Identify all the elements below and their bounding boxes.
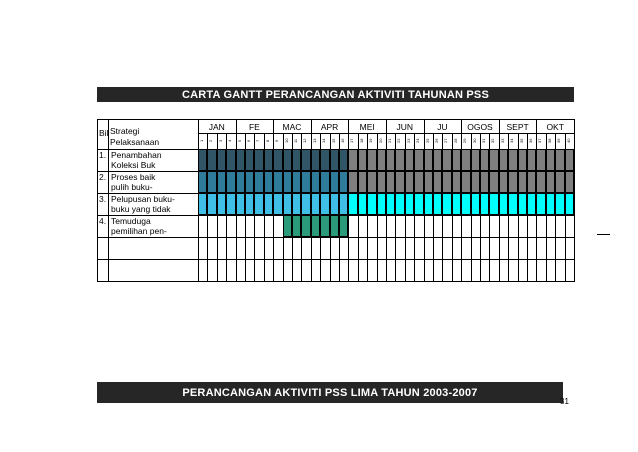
row-strategi-line1: Proses baik: [111, 172, 156, 182]
gantt-cell: [565, 149, 574, 171]
gantt-cell: [264, 171, 273, 193]
gantt-cell: [245, 193, 254, 215]
month-apr: APR: [320, 122, 339, 132]
gantt-cell: [264, 149, 273, 171]
col-divider-strategi: [198, 119, 199, 281]
gantt-cell: [546, 149, 555, 171]
gantt-cell: [546, 171, 555, 193]
week-number: 5: [236, 139, 242, 143]
gantt-cell: [207, 149, 216, 171]
week-column-line: [236, 119, 237, 281]
week-column-line: [536, 119, 537, 281]
gantt-cell: [198, 193, 207, 215]
week-number: 38: [546, 138, 552, 144]
week-number: 24: [415, 138, 421, 144]
week-number: 33: [499, 138, 505, 144]
header-bil: Bil: [99, 128, 109, 138]
week-number: 6: [246, 139, 251, 143]
row-strategi-line2: pulih buku-: [111, 182, 153, 192]
gantt-cell: [414, 149, 423, 171]
gantt-cell: [217, 171, 226, 193]
gantt-cell: [499, 171, 508, 193]
row-line: [97, 193, 574, 194]
gantt-cell: [480, 149, 489, 171]
month-mei: MEI: [359, 122, 375, 132]
footer-bar: [97, 382, 563, 403]
gantt-cell: [198, 149, 207, 171]
gantt-cell: [461, 193, 470, 215]
row-strategi-line2: pemilihan pen-: [111, 226, 167, 236]
gantt-cell: [442, 149, 451, 171]
week-number: 22: [396, 138, 402, 144]
gantt-cell: [311, 193, 320, 215]
month-ogos: OGOS: [467, 122, 493, 132]
week-column-line: [273, 119, 274, 281]
gantt-cell: [414, 171, 423, 193]
gantt-cell: [245, 171, 254, 193]
gantt-cell: [405, 149, 414, 171]
week-number: 34: [509, 138, 515, 144]
gantt-cell: [471, 193, 480, 215]
month-jan: JAN: [208, 122, 225, 132]
gantt-cell: [555, 193, 564, 215]
gantt-cell: [386, 149, 395, 171]
gantt-cell: [320, 215, 329, 237]
gantt-cell: [433, 193, 442, 215]
week-number: 40: [565, 138, 571, 144]
gantt-cell: [527, 171, 536, 193]
gantt-cell: [301, 215, 310, 237]
gantt-cell: [254, 193, 263, 215]
gantt-cell: [254, 149, 263, 171]
gantt-cell: [301, 149, 310, 171]
gantt-cell: [264, 193, 273, 215]
week-number: 39: [556, 138, 562, 144]
row-line: [97, 259, 574, 260]
gantt-cell: [471, 171, 480, 193]
gantt-cell: [330, 193, 339, 215]
gantt-cell: [508, 171, 517, 193]
gantt-cell: [546, 193, 555, 215]
gantt-cell: [236, 149, 245, 171]
gantt-cell: [518, 171, 527, 193]
chart-title: CARTA GANTT PERANCANGAN AKTIVITI TAHUNAN PSS: [181, 88, 489, 101]
gantt-cell: [273, 193, 282, 215]
week-number: 11: [293, 138, 298, 144]
margin-dash: [597, 234, 610, 235]
week-column-line: [424, 119, 425, 281]
week-column-line: [386, 119, 387, 281]
week-number: 25: [424, 138, 430, 144]
gantt-cell: [292, 215, 301, 237]
row-bil: 2.: [99, 172, 107, 182]
week-number: 36: [528, 138, 533, 144]
gantt-cell: [320, 171, 329, 193]
gantt-cell: [320, 193, 329, 215]
week-number: 9: [274, 139, 280, 143]
gantt-cell: [207, 171, 216, 193]
gantt-cell: [555, 171, 564, 193]
gantt-cell: [424, 171, 433, 193]
header-pelaksanaan: Pelaksanaan: [110, 137, 160, 147]
gantt-cell: [283, 215, 292, 237]
week-number: 32: [490, 138, 496, 144]
gantt-cell: [207, 193, 216, 215]
gantt-cell: [489, 149, 498, 171]
gantt-cell: [236, 171, 245, 193]
row-line: [97, 171, 574, 172]
gantt-cell: [527, 193, 536, 215]
gantt-cell: [301, 193, 310, 215]
gantt-cell: [395, 149, 404, 171]
week-number: 15: [330, 138, 336, 144]
gantt-cell: [283, 149, 292, 171]
gantt-cell: [527, 149, 536, 171]
gantt-cell: [348, 149, 357, 171]
gantt-cell: [339, 149, 348, 171]
gantt-cell: [565, 171, 574, 193]
row-line: [97, 237, 574, 238]
gantt-cell: [301, 171, 310, 193]
month-sept: SEPT: [506, 122, 529, 132]
gantt-cell: [339, 193, 348, 215]
gantt-cell: [283, 171, 292, 193]
gantt-cell: [377, 171, 386, 193]
gantt-cell: [377, 149, 386, 171]
row-line: [97, 215, 574, 216]
gantt-cell: [442, 171, 451, 193]
month-jun: JUN: [396, 122, 414, 132]
gantt-cell: [226, 149, 235, 171]
table-border-left: [97, 119, 98, 281]
week-number: 19: [368, 138, 374, 144]
gantt-cell: [198, 171, 207, 193]
week-column-line: [461, 119, 462, 281]
row-strategi-line2: [111, 248, 197, 258]
gantt-cell: [414, 193, 423, 215]
footer-title: PERANCANGAN AKTIVITI PSS LIMA TAHUN 2003-2007: [182, 386, 478, 399]
header-divider-bottom: [97, 149, 574, 150]
week-number: 27: [443, 138, 449, 144]
gantt-cell: [489, 193, 498, 215]
month-mac: MAC: [282, 122, 302, 132]
gantt-cell: [499, 193, 508, 215]
gantt-cell: [424, 193, 433, 215]
week-number: 37: [537, 138, 543, 144]
gantt-cell: [292, 193, 301, 215]
week-number: 7: [255, 139, 261, 143]
week-number: 29: [462, 138, 468, 144]
gantt-cell: [292, 149, 301, 171]
week-number: 17: [349, 138, 355, 144]
gantt-cell: [367, 193, 376, 215]
gantt-cell: [358, 149, 367, 171]
month-fe: FE: [248, 122, 260, 132]
week-number: 12: [302, 138, 308, 144]
gantt-cell: [273, 149, 282, 171]
gantt-cell: [536, 193, 545, 215]
gantt-cell: [226, 171, 235, 193]
gantt-cell: [395, 193, 404, 215]
gantt-cell: [508, 149, 517, 171]
month-ju: JU: [437, 122, 448, 132]
week-number: 35: [518, 138, 524, 144]
gantt-cell: [433, 149, 442, 171]
gantt-cell: [348, 193, 357, 215]
row-strategi-line1: Temuduga: [111, 216, 151, 226]
gantt-cell: [518, 149, 527, 171]
gantt-cell: [461, 149, 470, 171]
gantt-cell: [339, 215, 348, 237]
row-strategi-line2: [111, 270, 197, 280]
col-divider-bil: [108, 119, 109, 281]
gantt-cell: [254, 171, 263, 193]
gantt-cell: [536, 149, 545, 171]
gantt-cell: [442, 193, 451, 215]
gantt-cell: [424, 149, 433, 171]
gantt-cell: [348, 171, 357, 193]
gantt-cell: [565, 193, 574, 215]
gantt-cell: [471, 149, 480, 171]
gantt-cell: [536, 171, 545, 193]
week-column-line: [499, 119, 500, 281]
gantt-cell: [555, 149, 564, 171]
month-okt: OKT: [546, 122, 564, 132]
gantt-cell: [358, 171, 367, 193]
week-number: 10: [283, 138, 289, 144]
week-number: 16: [340, 138, 345, 144]
header-strategi: Strategi: [110, 126, 140, 136]
row-strategi-line1: Pelupusan buku-: [111, 194, 175, 204]
gantt-cell: [283, 193, 292, 215]
gantt-cell: [273, 171, 282, 193]
week-number: 13: [311, 138, 317, 144]
gantt-cell: [499, 149, 508, 171]
gantt-cell: [292, 171, 301, 193]
row-bil: 3.: [99, 194, 107, 204]
week-number: 4: [227, 139, 233, 143]
week-number: 20: [377, 138, 383, 144]
gantt-cell: [330, 149, 339, 171]
row-bil: 4.: [99, 216, 107, 226]
gantt-cell: [367, 149, 376, 171]
week-number: 14: [321, 138, 327, 144]
gantt-cell: [489, 171, 498, 193]
gantt-cell: [330, 171, 339, 193]
gantt-cell: [508, 193, 517, 215]
gantt-cell: [452, 171, 461, 193]
week-number: 8: [264, 139, 270, 143]
gantt-cell: [330, 215, 339, 237]
row-bil: 1.: [99, 150, 107, 160]
week-number: 18: [358, 138, 364, 144]
gantt-cell: [217, 193, 226, 215]
page-number: 31: [560, 397, 569, 406]
week-number: 31: [481, 138, 486, 144]
table-border-bottom: [97, 281, 575, 282]
week-number: 26: [434, 138, 439, 144]
gantt-cell: [433, 171, 442, 193]
week-number: 30: [471, 138, 477, 144]
row-strategi-line1: Penambahan: [111, 150, 162, 160]
gantt-cell: [518, 193, 527, 215]
gantt-cell: [386, 193, 395, 215]
table-border-right: [574, 119, 575, 281]
gantt-cell: [367, 171, 376, 193]
row-strategi-line2: buku yang tidak: [111, 204, 171, 214]
week-column-line: [348, 119, 349, 281]
gantt-cell: [405, 171, 414, 193]
gantt-cell: [339, 171, 348, 193]
gantt-cell: [358, 193, 367, 215]
gantt-cell: [226, 193, 235, 215]
gantt-cell: [217, 149, 226, 171]
table-border-top: [97, 119, 574, 120]
week-number: 28: [452, 138, 458, 144]
gantt-cell: [461, 171, 470, 193]
gantt-cell: [452, 149, 461, 171]
week-number: 3: [217, 139, 223, 143]
row-strategi-line2: Koleksi Buk: [111, 160, 156, 170]
week-number: 1: [199, 139, 204, 143]
gantt-cell: [320, 149, 329, 171]
week-number: 2: [208, 139, 214, 143]
gantt-cell: [236, 193, 245, 215]
gantt-cell: [377, 193, 386, 215]
gantt-cell: [395, 171, 404, 193]
gantt-cell: [386, 171, 395, 193]
gantt-cell: [480, 193, 489, 215]
gantt-cell: [480, 171, 489, 193]
gantt-cell: [452, 193, 461, 215]
gantt-cell: [245, 149, 254, 171]
gantt-cell: [405, 193, 414, 215]
week-column-line: [311, 119, 312, 281]
gantt-cell: [311, 215, 320, 237]
week-number: 21: [387, 138, 392, 144]
gantt-cell: [311, 149, 320, 171]
gantt-cell: [311, 171, 320, 193]
week-number: 23: [405, 138, 411, 144]
